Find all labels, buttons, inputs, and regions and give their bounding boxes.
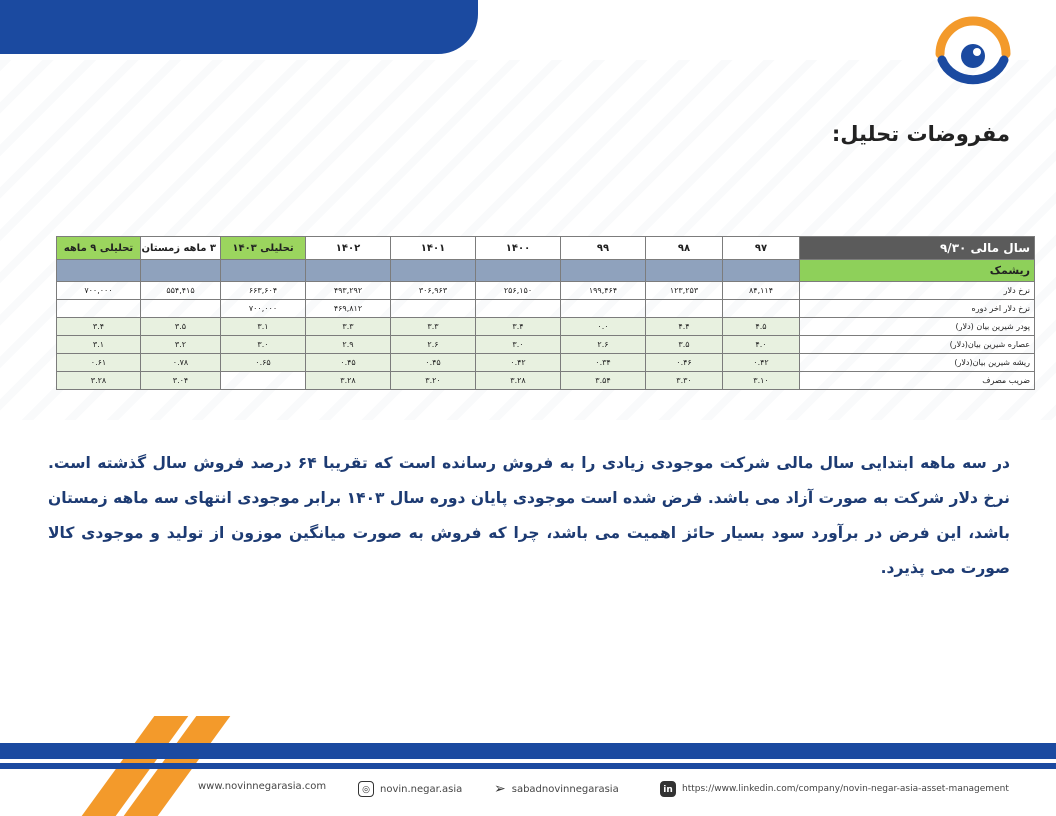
linkedin-link[interactable]: https://www.linkedin.com/company/novin-negar-asia-asset-management: [682, 784, 1009, 794]
table-cell: [561, 300, 646, 318]
table-cell: ۰.۴۵: [306, 354, 391, 372]
table-row: [57, 300, 1035, 318]
instagram-link[interactable]: novin.negar.asia: [380, 783, 463, 795]
row-label: پودر شیرین بیان (دلار): [800, 318, 1035, 336]
footer-stripe: [0, 743, 1056, 759]
table-cell: [57, 300, 141, 318]
table-cell: ۰.۴۵: [391, 354, 476, 372]
assumptions-table: [56, 236, 1030, 390]
table-cell: ۷۰۰,۰۰۰: [221, 300, 306, 318]
header-cell: ۹۸: [646, 237, 723, 260]
linkedin-icon: in: [660, 781, 676, 797]
table-cell: ۳.۴: [476, 318, 561, 336]
row-label: نرخ دلار: [800, 282, 1035, 300]
row-label: نرخ دلار اخر دوره: [800, 300, 1035, 318]
table-cell: ۲.۶: [391, 336, 476, 354]
table-cell: ۳.۲۸: [476, 372, 561, 390]
table-cell: ۳.۱: [57, 336, 141, 354]
table-cell: ۴.۴: [646, 318, 723, 336]
table-cell: ۳.۴: [57, 318, 141, 336]
footer-instagram[interactable]: [358, 781, 462, 797]
table-cell: ۴.۵: [723, 318, 800, 336]
table-cell: ۳.۲: [141, 336, 221, 354]
header-cell: تحلیلی ۹ ماهه: [57, 237, 141, 260]
table-cell: ۲.۹: [306, 336, 391, 354]
table-cell: ۳.۰: [221, 336, 306, 354]
table-cell: ۰.۴۲: [723, 354, 800, 372]
instagram-icon: ◎: [358, 781, 374, 797]
table-cell: ۰.۳۴: [561, 354, 646, 372]
footer-telegram[interactable]: [494, 781, 619, 797]
table-row: [57, 354, 1035, 372]
table-cell: ۲.۶: [561, 336, 646, 354]
table-cell: [141, 300, 221, 318]
table-cell: ۰.۰: [561, 318, 646, 336]
header-cell: ۹۹: [561, 237, 646, 260]
table-cell: ۳.۵۴: [561, 372, 646, 390]
table-cell: ۳.۳: [391, 318, 476, 336]
table-cell: ۳.۲۸: [57, 372, 141, 390]
table-cell: ۶۶۳,۶۰۴: [221, 282, 306, 300]
table-cell: [723, 300, 800, 318]
top-banner: [0, 0, 478, 54]
header-cell: ۱۴۰۰: [476, 237, 561, 260]
table-cell: [476, 300, 561, 318]
table-cell: [221, 372, 306, 390]
header-cell: تحلیلی ۱۴۰۳: [221, 237, 306, 260]
footer-website[interactable]: [198, 781, 326, 792]
table-cell: [391, 300, 476, 318]
table-cell: ۳.۰: [476, 336, 561, 354]
table-cell: ۱۲۳,۲۵۳: [646, 282, 723, 300]
table-cell: ۳.۱۰: [723, 372, 800, 390]
table-cell: ۳.۵: [141, 318, 221, 336]
table-row: [57, 282, 1035, 300]
table-header-row: [57, 237, 1035, 260]
table-cell: ۸۴,۱۱۴: [723, 282, 800, 300]
table-cell: ۱۹۹,۴۶۴: [561, 282, 646, 300]
telegram-link[interactable]: sabadnovinnegarasia: [511, 783, 619, 795]
website-link[interactable]: www.novinnegarasia.com: [198, 781, 327, 792]
company-logo: [930, 16, 1016, 92]
table-cell: ۴۹۳,۲۹۲: [306, 282, 391, 300]
row-label: عصاره شیرین بیان(دلار): [800, 336, 1035, 354]
table-cell: ۴.۰: [723, 336, 800, 354]
table-row: [57, 336, 1035, 354]
table-cell: ۵۵۴,۴۱۵: [141, 282, 221, 300]
table-cell: ۷۰۰,۰۰۰: [57, 282, 141, 300]
section-label: ریشمک: [800, 260, 1035, 282]
table-cell: ۳.۰۴: [141, 372, 221, 390]
table-cell: [646, 300, 723, 318]
footer-linkedin[interactable]: [660, 781, 1009, 797]
table-cell: ۳.۲۰: [391, 372, 476, 390]
table-cell: ۰.۴۲: [476, 354, 561, 372]
page-title: مفروضات تحلیل:: [831, 122, 1010, 146]
header-cell: ۱۴۰۲: [306, 237, 391, 260]
table-cell: ۰.۶۵: [221, 354, 306, 372]
header-cell: ۳ ماهه زمستان: [141, 237, 221, 260]
telegram-icon: ➢: [494, 781, 506, 797]
table-cell: ۳.۲۸: [306, 372, 391, 390]
table-section-row: [57, 260, 1035, 282]
header-cell: ۱۴۰۱: [391, 237, 476, 260]
table-cell: ۳.۳: [306, 318, 391, 336]
table-cell: ۰.۴۶: [646, 354, 723, 372]
header-cell: ۹۷: [723, 237, 800, 260]
table-cell: ۴۶۹,۸۱۲: [306, 300, 391, 318]
table-cell: ۳.۱: [221, 318, 306, 336]
row-label: ضریب مصرف: [800, 372, 1035, 390]
table-cell: ۳۰۶,۹۶۳: [391, 282, 476, 300]
row-label: ریشه شیرین بیان(دلار): [800, 354, 1035, 372]
analysis-paragraph: در سه ماهه ابتدایی سال مالی شرکت موجودی زیادی را به فروش رسانده است که تقریبا ۶۴ درصد فروش سال گذشته است. نرخ دلار شرکت به صورت آزاد می باشد. فرض شده است موجودی پایان دوره سال ۱۴۰۳ برابر موجودی انتهای سه ماهه زمستان باشد، این فرض در برآورد سود بسیار حائز اهمیت می باشد، چرا که فروش به صورت میانگین موزون از تولید و موجودی کالا صورت می پذیرد.: [48, 454, 1010, 577]
table-cell: ۳.۳۰: [646, 372, 723, 390]
footer-stripe: [0, 763, 1056, 769]
table-row: [57, 372, 1035, 390]
table-row: [57, 318, 1035, 336]
table-cell: ۳.۵: [646, 336, 723, 354]
table-cell: ۰.۷۸: [141, 354, 221, 372]
table-cell: ۰.۶۱: [57, 354, 141, 372]
header-cell: سال مالی ۹/۳۰: [800, 237, 1035, 260]
table-cell: ۲۵۶,۱۵۰: [476, 282, 561, 300]
